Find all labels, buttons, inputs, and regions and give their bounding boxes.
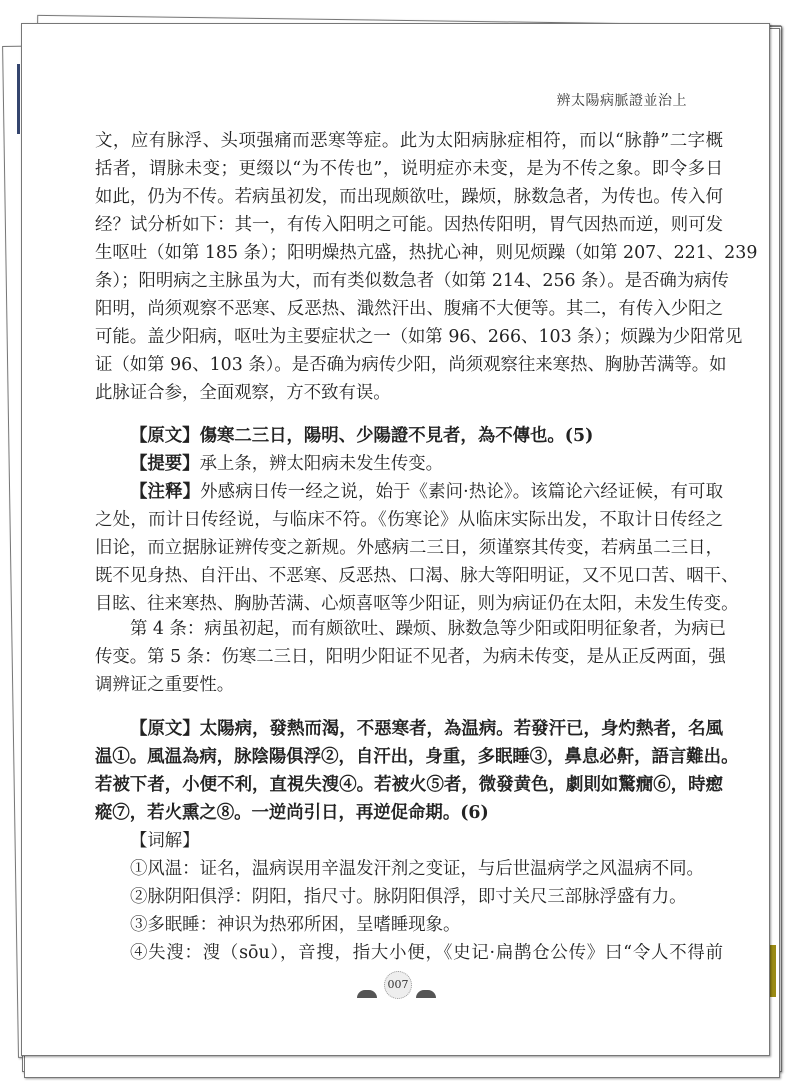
paragraph <box>95 422 723 450</box>
line-text: ①风温：证名，温病误用辛温发汗剂之变证，与后世温病学之风温病不同。 <box>130 859 704 879</box>
text-line <box>95 715 723 743</box>
text-line <box>95 799 723 827</box>
text-line <box>95 911 723 939</box>
line-text: 温①。風温為病，脉陰陽俱浮②，自汗出，身重，多眠睡③，鼻息必鼾，語言難出。 <box>95 747 739 767</box>
paragraph <box>95 615 727 699</box>
line-text: 目眩、往来寒热、胸胁苦满、心烦喜呕等少阳证，则为病证仍在太阳，未发生传变。 <box>95 594 739 614</box>
line-text: 之处，而计日传经说，与临床不符。《伤寒论》从临床实际出发，不取计日传经之 <box>95 510 723 530</box>
paragraph <box>95 450 723 478</box>
paragraph <box>95 883 723 911</box>
line-text: 阳明，尚须观察不恶寒、反恶热、濈然汗出、腹痛不大便等。其二，有传入少阳之 <box>95 299 723 319</box>
line-text: 外感病日传一经之说，始于《素问·热论》。该篇论六经证候，有可取 <box>200 482 723 502</box>
line-text: 经？试分析如下：其一，有传入阳明之可能。因热传阳明，胃气因热而逆，则可发 <box>95 215 723 235</box>
text-line <box>95 211 723 239</box>
section-tag: 【提要】 <box>130 454 200 474</box>
line-text: 第 4 条：病虽初起，而有颇欲吐、躁烦、脉数急等少阳或阳明征象者，为病已 <box>130 619 727 639</box>
text-line <box>95 506 723 534</box>
book-edge-strip <box>17 64 20 134</box>
text-line <box>95 743 739 771</box>
book-page <box>21 23 770 1056</box>
text-line <box>95 939 723 967</box>
line-text: 瘲⑦，若火熏之⑧。一逆尚引日，再逆促命期。(6) <box>95 803 489 823</box>
text-line <box>95 267 729 295</box>
text-line <box>95 323 743 351</box>
paragraph <box>95 855 723 883</box>
text-line <box>95 534 723 562</box>
line-text: 如此，仍为不传。若病虽初发，而出现颇欲吐，躁烦，脉数急者，为传也。传入何 <box>95 187 723 207</box>
paragraph <box>95 911 723 939</box>
line-text: 文，应有脉浮、头项强痛而恶寒等症。此为太阳病脉症相符，而以“脉静”二字概 <box>95 131 723 151</box>
cloud-ornament-right-icon <box>416 990 436 998</box>
text-line <box>95 351 727 379</box>
text-line <box>95 379 723 407</box>
line-text: 条）；阳明病之主脉虽为大，而有类似数急者（如第 214、256 条）。是否确为病传 <box>95 271 729 291</box>
line-text: 【原文】傷寒二三日，陽明、少陽證不見者，為不傳也。(5) <box>130 426 594 446</box>
text-line <box>95 295 723 323</box>
paragraph <box>95 827 723 855</box>
paragraph <box>95 715 739 827</box>
text-line <box>95 771 723 799</box>
line-text: 旧论，而立据脉证辨传变之新规。外感病二三日，须谨察其传变，若病虽二三日， <box>95 538 723 558</box>
line-text: 可能。盖少阳病，呕吐为主要症状之一（如第 96、266、103 条）；烦躁为少阳常见 <box>95 327 743 347</box>
line-text: 证（如第 96、103 条）。是否确为病传少阳，尚须观察往来寒热、胸胁苦满等。如 <box>95 355 727 375</box>
text-line <box>95 615 727 643</box>
line-text: 此脉证合参，全面观察，方不致有误。 <box>95 383 391 403</box>
line-text: 【原文】太陽病，發熱而渴，不惡寒者，為温病。若發汗已，身灼熱者，名風 <box>130 719 723 739</box>
paragraph <box>95 478 739 618</box>
text-line <box>95 562 739 590</box>
text-line <box>95 855 723 883</box>
text-line <box>95 155 723 183</box>
line-text: 承上条，辨太阳病未发生传变。 <box>199 454 444 474</box>
paragraph <box>95 939 723 967</box>
text-line <box>95 643 726 671</box>
cloud-ornament-left-icon <box>357 990 377 998</box>
text-line <box>95 590 739 618</box>
running-title: 辨太陽病脈證並治上 <box>556 93 687 109</box>
text-line <box>95 827 723 855</box>
book-edge-strip <box>770 945 776 997</box>
text-line <box>95 422 723 450</box>
section-tag: 【注释】 <box>130 482 201 502</box>
line-text: 生呕吐（如第 185 条）；阳明燥热亢盛，热扰心神，则见烦躁（如第 207、221、239 <box>95 243 758 263</box>
text-line <box>95 127 723 155</box>
line-text: ③多眠睡：神识为热邪所困，呈嗜睡现象。 <box>130 915 461 935</box>
text-line <box>95 183 723 211</box>
page-number: 007 <box>384 971 412 999</box>
text-line <box>95 239 758 267</box>
text-line <box>95 883 723 911</box>
text-line <box>95 478 723 506</box>
line-text: 传变。第 5 条：伤寒二三日，阳明少阳证不见者，为病未传变，是从正反两面，强 <box>95 647 726 667</box>
text-line <box>95 450 723 478</box>
line-text: 括者，谓脉未变；更缀以“为不传也”，说明症亦未变，是为不传之象。即令多日 <box>95 159 723 179</box>
line-text: 【词解】 <box>130 831 200 851</box>
line-text: 若被下者，小便不利，直視失溲④。若被火⑤者，微發黄色，劇則如驚癇⑥，時瘛 <box>95 775 723 795</box>
paragraph <box>95 127 758 407</box>
line-text: 既不见身热、自汗出、不恶寒、反恶热、口渴、脉大等阳明证，又不见口苦、咽干、 <box>95 566 739 586</box>
line-text: 调辨证之重要性。 <box>95 675 235 695</box>
line-text: ②脉阴阳俱浮：阴阳，指尺寸。脉阴阳俱浮，即寸关尺三部脉浮盛有力。 <box>130 887 687 907</box>
text-line <box>95 671 723 699</box>
line-text: ④失溲：溲（sōu），音搜，指大小便，《史记·扁鹊仓公传》曰“令人不得前 <box>130 943 723 963</box>
